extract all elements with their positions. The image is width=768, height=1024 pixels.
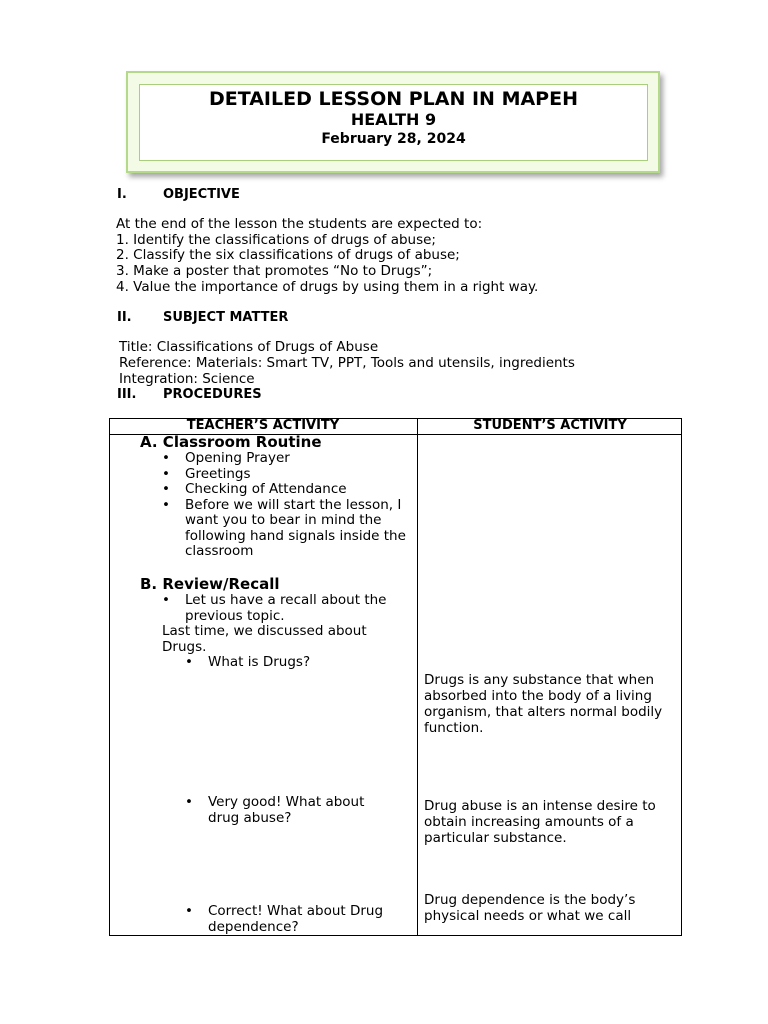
review-question-3 [185,904,405,935]
subject-title: HEALTH 9 [350,110,437,129]
teacher-activity-header: TEACHER’S ACTIVITY [186,418,340,433]
section-number: I. [117,187,127,202]
lesson-date: February 28, 2024 [321,131,466,147]
objective-intro: At the end of the lesson the students are expected to: [116,216,483,232]
student-response: Drug abuse is an intense desire to obtain increasing amounts of a particular substance. [424,798,656,846]
subject-reference-line: Reference: Materials: Smart TV, PPT, Tools and utensils, ingredients [119,355,575,371]
bullet-icon: • [185,903,193,919]
bullet-icon: • [185,794,193,810]
objective-item: 4. Value the importance of drugs by using them in a right way. [116,279,539,295]
header-panel [139,84,648,161]
review-question-1 [185,655,405,671]
list-item: • Before we will start the lesson, I want you to bear in mind the following hand signals inside the classroom [162,496,406,559]
list-item: • Opening Prayer [162,450,290,466]
document-title: DETAILED LESSON PLAN IN MAPEH [208,88,578,110]
section-number: III. [117,387,137,402]
bullet-icon: • [162,450,170,466]
objective-item: 1. Identify the classifications of drugs of abuse; [116,232,436,248]
student-response: Drugs is any substance that when absorbed into the body of a living organism, that alters normal bodily function. [424,672,663,736]
section-procedures-heading [117,387,417,403]
review-note: Last time, we discussed about Drugs. [162,623,367,655]
bullet-icon: • [185,654,193,670]
list-item: • Correct! What about Drug dependence? [185,903,384,935]
student-activity-header: STUDENT’S ACTIVITY [473,418,627,433]
student-response: Drug dependence is the body’s physical needs or what we call [424,892,636,924]
section-subject-matter-heading [117,310,417,326]
section-label: SUBJECT MATTER [163,310,289,325]
section-label: OBJECTIVE [163,187,240,202]
list-item: • Checking of Attendance [162,481,347,497]
bullet-icon: • [162,592,170,608]
objective-item: 3. Make a poster that promotes “No to Drugs”; [116,263,433,279]
routine-list [162,451,412,560]
bullet-icon: • [162,496,170,513]
section-label: PROCEDURES [163,387,262,402]
objective-item: 2. Classify the six classifications of drugs of abuse; [116,247,460,263]
list-item: • Greetings [162,465,251,482]
review-list [162,593,412,624]
list-item: • Let us have a recall about the previous topic. [162,592,387,624]
review-question-2 [185,795,375,826]
bullet-icon: • [162,481,170,497]
table-column-divider [417,418,418,936]
bullet-icon: • [162,465,170,482]
subject-title-line: Title: Classifications of Drugs of Abuse [119,339,379,355]
routine-heading: A. Classroom Routine [140,433,322,451]
section-number: II. [117,310,132,325]
review-heading: B. Review/Recall [140,575,280,593]
subject-integration-line: Integration: Science [119,371,255,387]
list-item: • What is Drugs? [185,654,311,670]
section-objective-heading [117,187,417,203]
list-item: • Very good! What about drug abuse? [185,794,365,826]
